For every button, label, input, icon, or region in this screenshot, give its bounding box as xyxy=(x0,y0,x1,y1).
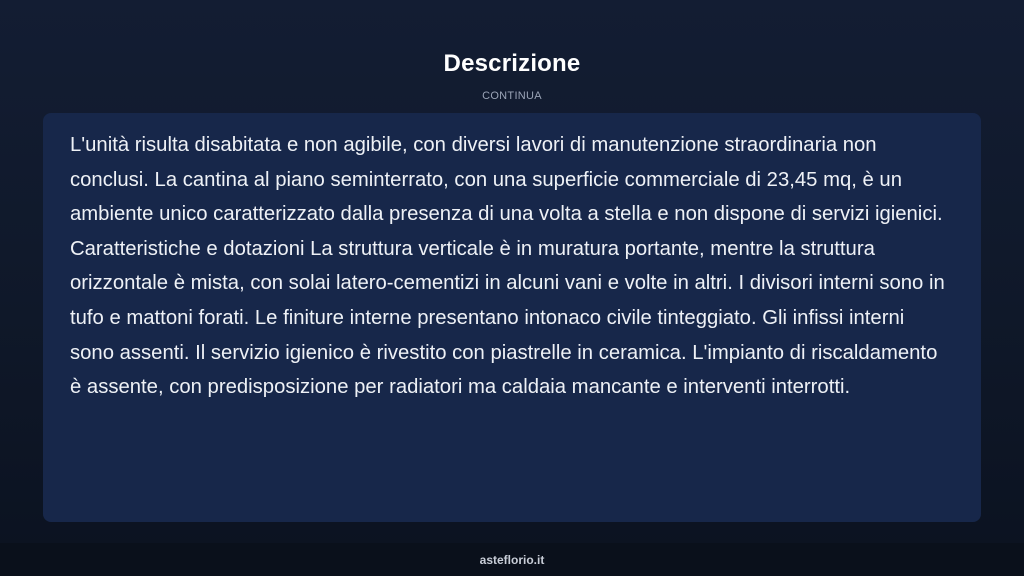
description-card xyxy=(43,113,981,522)
footer-bar xyxy=(0,543,1024,576)
page-title: Descrizione xyxy=(443,50,581,77)
site-name: asteflorio.it xyxy=(479,553,545,567)
continua-label: CONTINUA xyxy=(482,90,542,102)
description-text: L'unità risulta disabitata e non agibile, con diversi lavori di manutenzione straordinaria non conclusi. La cantina al piano seminterrato, con una superficie commerciale di 23,45 mq, è un ambiente unico caratterizzato dalla presenza di una volta a stella e non dispone di servizi igienici. Caratteristiche e dotazioni La struttura verticale è in muratura portante, mentre la struttura orizzontale è mista, con solai latero-cementizi in alcuni vani e volte in altri. I divisori interni sono in tufo e mattoni forati. Le finiture interne presentano intonaco civile tinteggiato. Gli infissi interni sono assenti. Il servizio igienico è rivestito con piastrelle in ceramica. L'impianto di riscaldamento è assente, con predisposizione per radiatori ma caldaia mancante e interventi interrotti. xyxy=(70,134,945,399)
